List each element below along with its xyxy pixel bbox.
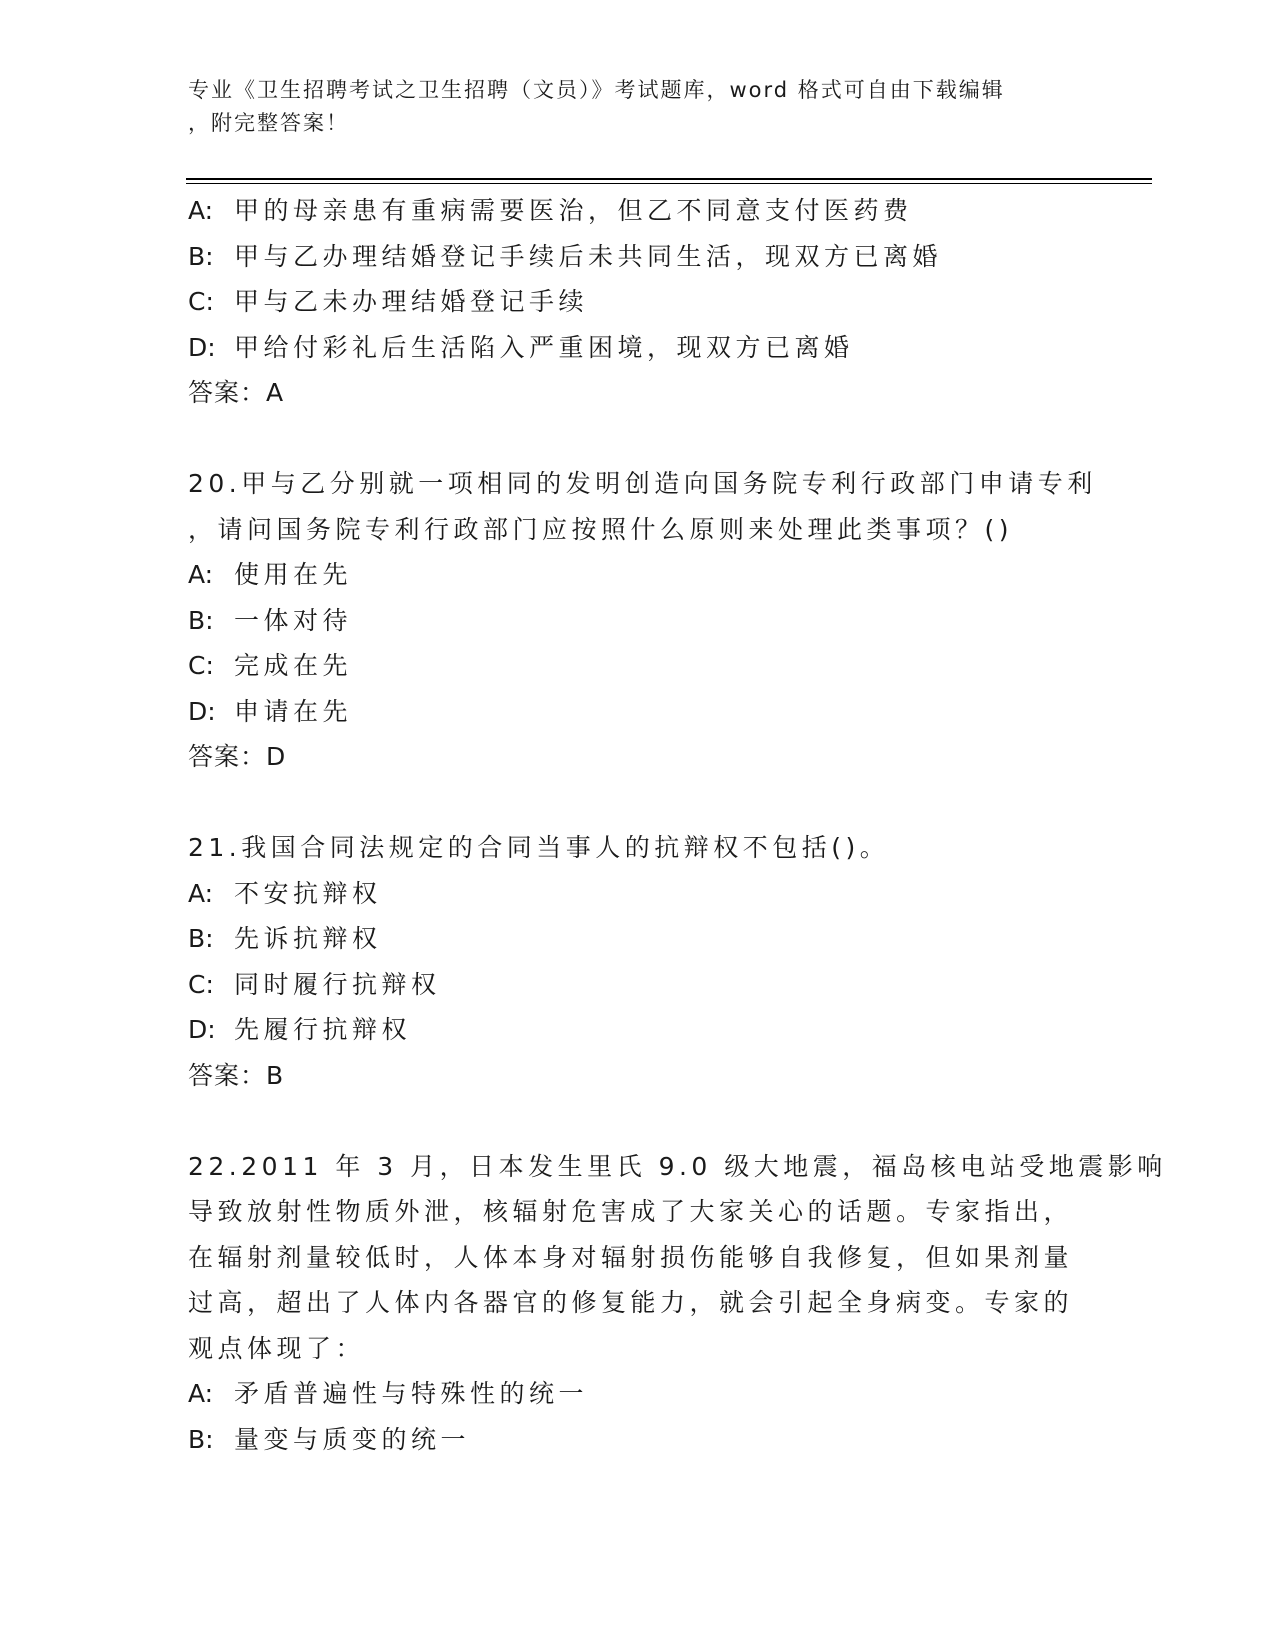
header-divider: [186, 178, 1152, 180]
option-letter: A:: [188, 1379, 214, 1408]
answer-line: 答案：B: [188, 1060, 285, 1090]
option-a: [188, 552, 1088, 598]
option-letter: D:: [188, 696, 216, 726]
question-20: [188, 461, 1097, 780]
question-text: ，请问国务院专利行政部门应按照什么原则来处理此类事项？(): [188, 514, 1014, 544]
answer-line: 答案：A: [188, 378, 285, 407]
header-divider-thin: [186, 183, 1152, 184]
option-letter: C:: [188, 287, 214, 316]
option-text: 甲的母亲患有重病需要医治，但乙不同意支付医药费: [234, 196, 913, 225]
option-a: [188, 188, 1088, 234]
option-text: 甲给付彩礼后生活陷入严重困境，现双方已离婚: [234, 332, 854, 362]
option-a: [188, 1371, 1088, 1417]
option-letter: C:: [188, 969, 214, 999]
option-text: 申请在先: [234, 696, 353, 726]
option-text: 先履行抗辩权: [234, 1015, 412, 1044]
option-b: [188, 916, 1088, 962]
option-c: [188, 962, 1088, 1008]
option-c: [188, 279, 1088, 325]
question-text: 在辐射剂量较低时，人体本身对辐射损伤能够自我修复，但如果剂量: [188, 1242, 1074, 1272]
option-letter: B:: [188, 241, 214, 271]
document-header: [188, 74, 1068, 140]
option-text: 先诉抗辩权: [234, 924, 382, 953]
option-letter: A:: [188, 196, 214, 225]
question-22: [188, 1144, 1167, 1463]
header-line: ，附完整答案！: [188, 111, 349, 135]
option-text: 甲与乙未办理结婚登记手续: [234, 287, 589, 316]
question-text: 导致放射性物质外泄，核辐射危害成了大家关心的话题。专家指出，: [188, 1197, 1074, 1226]
question-text: 21.我国合同法规定的合同当事人的抗辩权不包括()。: [188, 833, 890, 862]
option-letter: A:: [188, 560, 214, 589]
question-list: [188, 188, 1167, 1462]
option-letter: D:: [188, 1015, 216, 1044]
option-letter: B:: [188, 1424, 214, 1454]
option-text: 同时履行抗辩权: [234, 969, 441, 999]
question-21: [188, 825, 1088, 1098]
header-line: 专业《卫生招聘考试之卫生招聘（文员）》考试题库，word 格式可自由下载编辑: [188, 78, 1005, 102]
option-letter: B:: [188, 924, 214, 953]
option-b: [188, 1417, 1088, 1463]
option-d: [188, 325, 1088, 371]
option-text: 矛盾普遍性与特殊性的统一: [234, 1379, 589, 1408]
option-text: 量变与质变的统一: [234, 1424, 471, 1454]
option-b: [188, 598, 1088, 644]
question-text: 观点体现了：: [188, 1333, 366, 1363]
answer-line: 答案：D: [188, 742, 287, 771]
question-text: 22.2011 年 3 月，日本发生里氏 9.0 级大地震，福岛核电站受地震影响: [188, 1151, 1167, 1181]
option-d: [188, 1007, 1088, 1053]
option-text: 使用在先: [234, 560, 353, 589]
option-d: [188, 689, 1088, 735]
option-text: 一体对待: [234, 605, 353, 635]
option-b: [188, 234, 1088, 280]
option-text: 不安抗辩权: [234, 878, 382, 908]
question-text: 过高，超出了人体内各器官的修复能力，就会引起全身病变。专家的: [188, 1288, 1074, 1317]
option-a: [188, 871, 1088, 917]
option-letter: B:: [188, 605, 214, 635]
option-text: 甲与乙办理结婚登记手续后未共同生活，现双方已离婚: [234, 241, 943, 271]
option-letter: A:: [188, 878, 214, 908]
option-letter: C:: [188, 651, 214, 680]
option-letter: D:: [188, 332, 216, 362]
question-19: [188, 188, 1088, 416]
option-c: [188, 643, 1088, 689]
option-text: 完成在先: [234, 651, 353, 680]
question-text: 20.甲与乙分别就一项相同的发明创造向国务院专利行政部门申请专利: [188, 469, 1097, 498]
